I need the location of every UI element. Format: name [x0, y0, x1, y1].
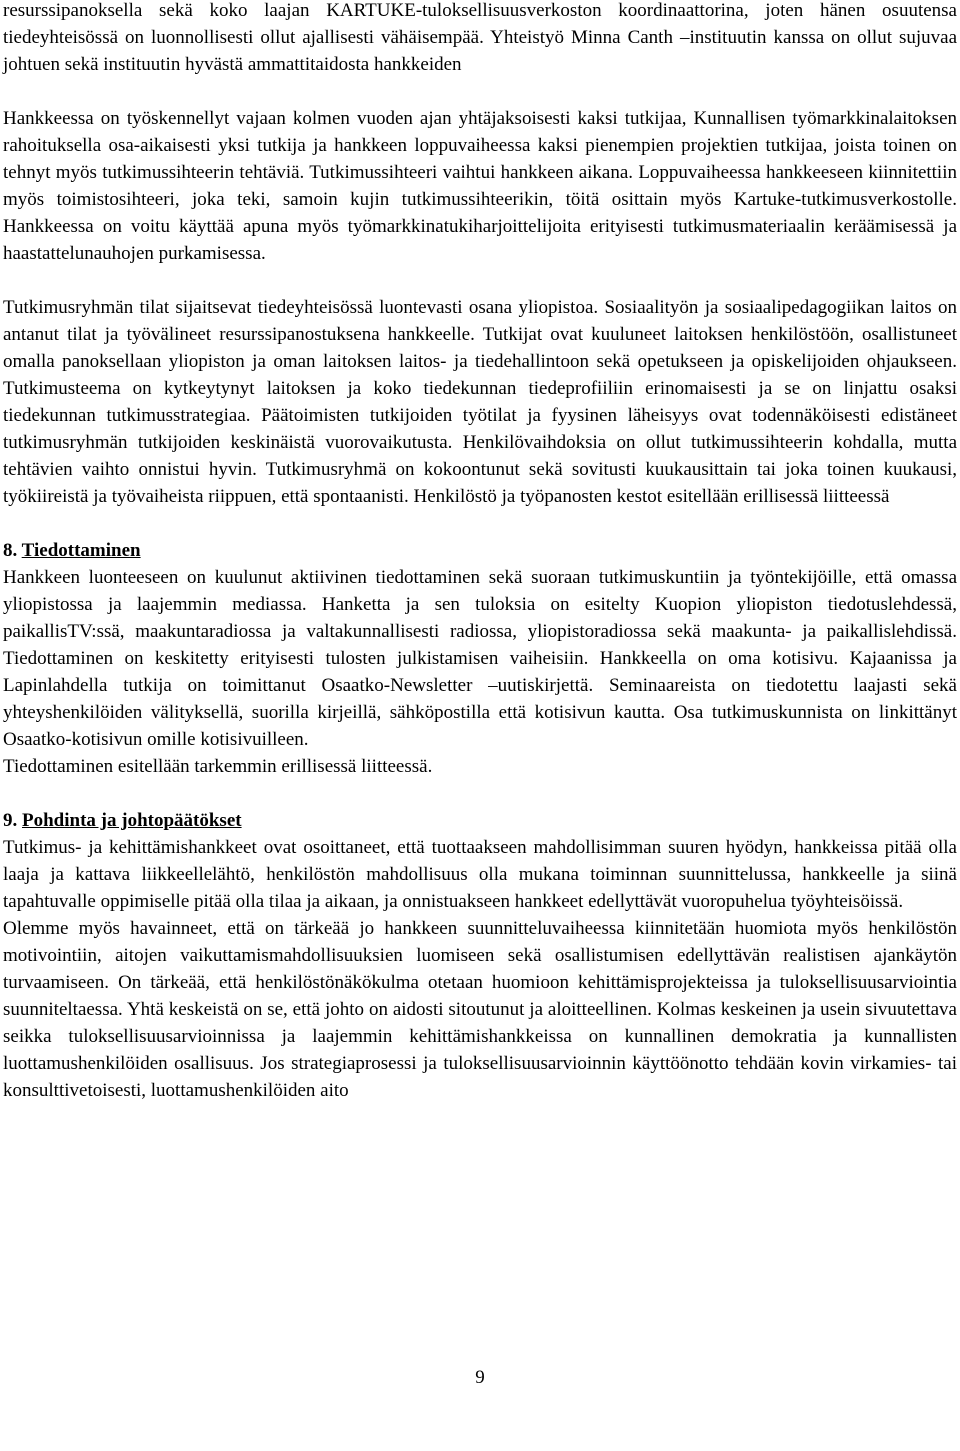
body-paragraph: resurssipanoksella sekä koko laajan KARTUKE-tuloksellisuusverkoston koordinaattorina, joten hänen osuutensa tiedeyhteisössä on luonnollisesti ollut ajallisesti vähäisempää. Yhteistyö Minna Canth –instituutin kanssa on ollut sujuvaa johtuen sekä instituutin hyvästä ammattitaidosta hankkeiden: [3, 0, 957, 75]
page-number: 9: [475, 1367, 485, 1388]
paragraph-spacer: [3, 267, 957, 294]
body-paragraph: Hankkeessa on työskennellyt vajaan kolmen vuoden ajan yhtäjaksoisesti kaksi tutkijaa, Kunnallisen työmarkkinalaitoksen rahoituksella osa-aikaisesti yksi tutkija ja hankkeen loppuvaiheessa kaksi pienempien projektien tutkijaa, joista toinen on tehnyt myös tutkimussihteerin tehtäviä. Tutkimussihteeri vaihtui hankkeen aikana. Loppuvaiheessa hankkeeseen kiinnitettiin myös toimistosihteeri, joka teki, samoin kujin tutkimussihteerikin, töitä osittain myös Kartuke-tutkimusverkostolle. Hankkeessa on voitu käyttää apuna myös työmarkkinatukiharjoittelijoita erityisesti tutkimusmateriaalin keräämisessä ja haastattelunauhojen purkamisessa.: [3, 108, 957, 264]
paragraph-spacer: [3, 780, 957, 807]
body-paragraph: Olemme myös havainneet, että on tärkeää jo hankkeen suunnitteluvaiheessa kiinnitetään huomiota myös henkilöstön motivointiin, aitojen vaikuttamismahdollisuuksien luomiseen sekä osallistumisen edellyttävän realistisen ajankäytön turvaamiseen. On tärkeää, että henkilöstönäkökulma otetaan huomioon kehittämisprojekteissa ja tuloksellisuusarviointia suunniteltaessa. Yhtä keskeistä on se, että johto on aidosti sitoutunut ja aloitteellinen. Kolmas keskeinen ja usein sivuutettava seikka tuloksellisuusarvioinnissa ja laajemmin kehittämishankkeissa on kunnallinen demokratia ja kunnallisten luottamushenkilöiden osallisuus. Jos strategiaprosessi ja tuloksellisuusarvioinnin käyttöönotto tehdään kovin virkamies- tai konsulttivetoisesti, luottamushenkilöiden aito: [3, 918, 957, 1101]
section-number: 9.: [3, 810, 18, 831]
body-paragraph: Tutkimus- ja kehittämishankkeet ovat osoittaneet, että tuottaakseen mahdollisimman suuren hyödyn, hankkeissa pitää olla laaja ja kattava liikkeellelähtö, henkilöstön mahdollisuus olla mukana toiminnan suunnittelussa, hankkeelle ja siinä tapahtuvalle oppimiselle pitää olla tilaa ja aikaan, ja onnistuakseen hankkeet edellyttävät vuoropuhelua työyhteisöissä.: [3, 837, 957, 912]
section-number: 8.: [3, 540, 18, 561]
section-heading-pohdinta: [3, 807, 957, 834]
paragraph-spacer: [3, 78, 957, 105]
body-paragraph: Hankkeen luonteeseen on kuulunut aktiivinen tiedottaminen sekä suoraan tutkimuskuntiin ja työntekijöille, että omassa yliopistossa ja laajemmin mediassa. Hanketta ja sen tuloksia on esitelty Kuopion yliopiston tiedotuslehdessä, paikallisTV:ssä, maakuntaradiossa ja valtakunnallisesti radiossa, yliopistoradiossa sekä maakunta- ja paikallislehdissä. Tiedottaminen on keskitetty erityisesti tulosten julkistamisen vaiheisiin. Hankkeella on oma kotisivu. Kajaanissa ja Lapinlahdella tutkija on toimittanut Osaatko-Newsletter –uutiskirjettä. Seminaareista on tiedotettu laajasti sekä yhteyshenkilöiden välityksellä, suorilla kirjeillä, sähköpostilla että kotisivun kautta. Osa tutkimuskunnista on linkittänyt Osaatko-kotisivun omille kotisivuilleen.: [3, 567, 957, 750]
section-title: Tiedottaminen: [21, 540, 141, 561]
section-title: Pohdinta ja johtopäätökset: [22, 810, 242, 831]
section-heading-tiedottaminen: [3, 537, 957, 564]
paragraph-spacer: [3, 510, 957, 537]
body-paragraph: Tutkimusryhmän tilat sijaitsevat tiedeyhteisössä luontevasti osana yliopistoa. Sosiaalityön ja sosiaalipedagogiikan laitos on antanut tilat ja työvälineet resurssipanostuksena hankkeelle. Tutkijat ovat kuuluneet laitoksen henkilöstöön, osallistuneet omalla panoksellaan yliopiston ja oman laitoksen laitos- ja tiedehallintoon sekä opetukseen ja opiskelijoiden ohjaukseen. Tutkimusteema on kytkeytynyt laitoksen ja koko tiedekunnan tiedeprofiiliin erinomaisesti ja se on linjattu osaksi tiedekunnan tutkimusstrategiaa. Päätoimisten tutkijoiden työtilat ja fyysinen läheisyys ovat todennäköisesti edistäneet tutkimusryhmän tutkijoiden keskinäistä vuorovaikutusta. Henkilövaihdoksia on ollut tutkimussihteerin kohdalla, mutta tehtävien vaihto onnistui hyvin. Tutkimusryhmä on kokoontunut sekä sovitusti kuukausittain tai joka toinen kuukausi, työkiireistä ja työvaiheista riippuen, että spontaanisti. Henkilöstö ja työpanosten kestot esitellään erillisessä liitteessä: [3, 297, 957, 507]
body-paragraph: Tiedottaminen esitellään tarkemmin erillisessä liitteessä.: [3, 756, 433, 777]
document-page: [3, 0, 957, 1104]
